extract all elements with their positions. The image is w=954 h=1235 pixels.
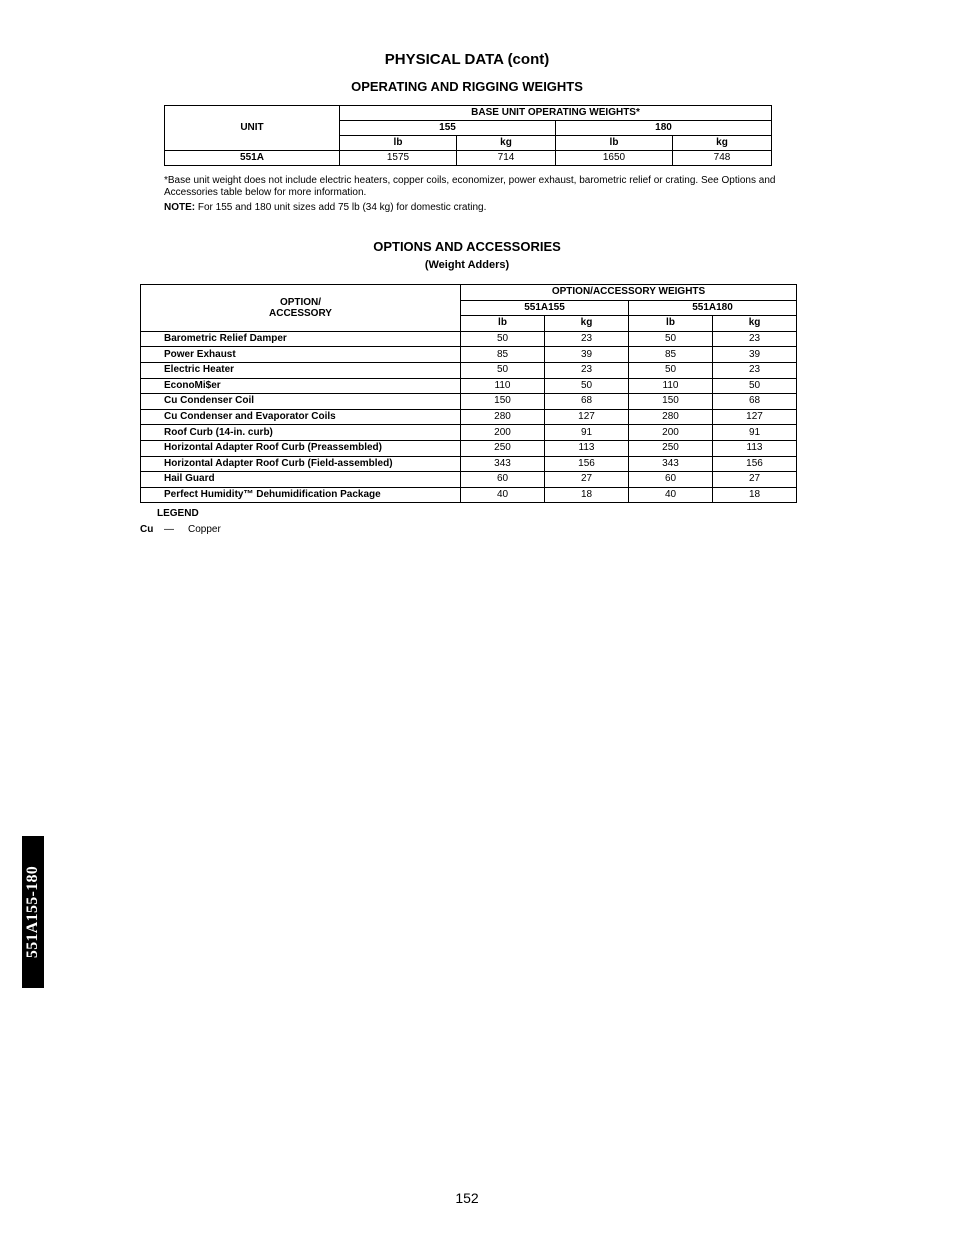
cell-value: 127 xyxy=(545,409,629,425)
option-name: Horizontal Adapter Roof Curb (Preassembled) xyxy=(141,440,461,456)
options-subtitle: (Weight Adders) xyxy=(424,259,510,271)
table-row xyxy=(141,378,797,394)
table-row xyxy=(141,394,797,410)
cell-value: 1575 xyxy=(340,151,457,166)
cell-value: 50 xyxy=(461,362,545,378)
header-model-155: 551A155 xyxy=(461,300,629,316)
cell-value: 1650 xyxy=(556,151,673,166)
note xyxy=(164,202,486,214)
cell-value: 68 xyxy=(545,394,629,410)
cell-value: 60 xyxy=(629,472,713,488)
header-unit-lb: lb xyxy=(629,316,713,332)
cell-value: 60 xyxy=(461,472,545,488)
option-name: Hail Guard xyxy=(141,472,461,488)
table-row xyxy=(141,425,797,441)
cell-value: 40 xyxy=(461,487,545,503)
cell-value: 200 xyxy=(629,425,713,441)
cell-value: 40 xyxy=(629,487,713,503)
cell-value: 50 xyxy=(629,331,713,347)
option-name: Horizontal Adapter Roof Curb (Field-assembled) xyxy=(141,456,461,472)
legend-dash: — xyxy=(164,524,174,535)
options-weights-table xyxy=(140,284,797,503)
header-unit: UNIT xyxy=(165,106,340,151)
cell-value: 91 xyxy=(713,425,797,441)
cell-value: 127 xyxy=(713,409,797,425)
footnote: *Base unit weight does not include electric heaters, copper coils, economizer, power exhaust, barometric relief or crating. See Options and Accessories table below for more information. xyxy=(164,175,776,198)
cell-value: 50 xyxy=(713,378,797,394)
cell-value: 250 xyxy=(461,440,545,456)
table-row xyxy=(141,440,797,456)
header-unit-kg: kg xyxy=(457,136,556,151)
header-unit-kg: kg xyxy=(713,316,797,332)
cell-value: 18 xyxy=(713,487,797,503)
cell-value: 50 xyxy=(545,378,629,394)
header-unit-lb: lb xyxy=(340,136,457,151)
option-name: Cu Condenser Coil xyxy=(141,394,461,410)
note-label: NOTE: xyxy=(164,202,196,213)
cell-value: 85 xyxy=(629,347,713,363)
option-name: Power Exhaust xyxy=(141,347,461,363)
options-section-title: OPTIONS AND ACCESSORIES xyxy=(373,239,561,254)
header-unit-kg: kg xyxy=(545,316,629,332)
cell-value: 113 xyxy=(713,440,797,456)
table-row xyxy=(165,151,772,166)
cell-value: 23 xyxy=(713,362,797,378)
cell-value: 18 xyxy=(545,487,629,503)
cell-value: 27 xyxy=(545,472,629,488)
table-row xyxy=(141,347,797,363)
page-number: 152 xyxy=(455,1190,479,1206)
cell-value: 156 xyxy=(713,456,797,472)
cell-value: 150 xyxy=(461,394,545,410)
cell-value: 280 xyxy=(461,409,545,425)
legend-title: LEGEND xyxy=(157,508,199,519)
table-row xyxy=(141,331,797,347)
header-unit-lb: lb xyxy=(556,136,673,151)
cell-value: 250 xyxy=(629,440,713,456)
cell-value: 39 xyxy=(545,347,629,363)
table-row xyxy=(141,487,797,503)
cell-value: 156 xyxy=(545,456,629,472)
header-option-weights: OPTION/ACCESSORY WEIGHTS xyxy=(461,285,797,301)
header-option-line2: ACCESSORY xyxy=(269,307,332,319)
header-option-line1: OPTION/ xyxy=(279,296,322,308)
header-size-155: 155 xyxy=(340,121,556,136)
cell-value: 150 xyxy=(629,394,713,410)
cell-value: 110 xyxy=(461,378,545,394)
cell-value: 343 xyxy=(629,456,713,472)
page-title: PHYSICAL DATA (cont) xyxy=(384,51,550,68)
option-name: Cu Condenser and Evaporator Coils xyxy=(141,409,461,425)
header-unit-kg: kg xyxy=(673,136,772,151)
note-text: For 155 and 180 unit sizes add 75 lb (34 kg) for domestic crating. xyxy=(197,202,487,213)
side-tab-label: 551A155-180 xyxy=(24,865,41,959)
option-name: Roof Curb (14-in. curb) xyxy=(141,425,461,441)
table-row xyxy=(141,409,797,425)
option-name: Perfect Humidity™ Dehumidification Package xyxy=(141,487,461,503)
option-name: EconoMi$er xyxy=(141,378,461,394)
legend-abbr: Cu xyxy=(140,524,154,535)
header-unit-lb: lb xyxy=(461,316,545,332)
legend-meaning: Copper xyxy=(188,524,221,535)
cell-value: 68 xyxy=(713,394,797,410)
cell-value: 23 xyxy=(545,331,629,347)
cell-value: 113 xyxy=(545,440,629,456)
cell-value: 91 xyxy=(545,425,629,441)
rigging-weights-table xyxy=(164,105,772,166)
option-name: Barometric Relief Damper xyxy=(141,331,461,347)
cell-value: 714 xyxy=(457,151,556,166)
table-row xyxy=(141,456,797,472)
cell-value: 39 xyxy=(713,347,797,363)
header-size-180: 180 xyxy=(556,121,772,136)
cell-value: 27 xyxy=(713,472,797,488)
cell-value: 748 xyxy=(673,151,772,166)
option-name: Electric Heater xyxy=(141,362,461,378)
cell-value: 50 xyxy=(461,331,545,347)
table-row xyxy=(141,472,797,488)
cell-value: 85 xyxy=(461,347,545,363)
cell-value: 23 xyxy=(713,331,797,347)
cell-value: 110 xyxy=(629,378,713,394)
row-unit: 551A xyxy=(165,151,340,166)
cell-value: 200 xyxy=(461,425,545,441)
cell-value: 343 xyxy=(461,456,545,472)
legend-entry xyxy=(140,524,221,535)
cell-value: 50 xyxy=(629,362,713,378)
header-option xyxy=(141,285,461,332)
table-row xyxy=(141,362,797,378)
side-tab xyxy=(22,836,44,988)
cell-value: 280 xyxy=(629,409,713,425)
header-base-weights: BASE UNIT OPERATING WEIGHTS* xyxy=(340,106,772,121)
cell-value: 23 xyxy=(545,362,629,378)
rigging-section-title: OPERATING AND RIGGING WEIGHTS xyxy=(351,79,583,94)
header-model-180: 551A180 xyxy=(629,300,797,316)
